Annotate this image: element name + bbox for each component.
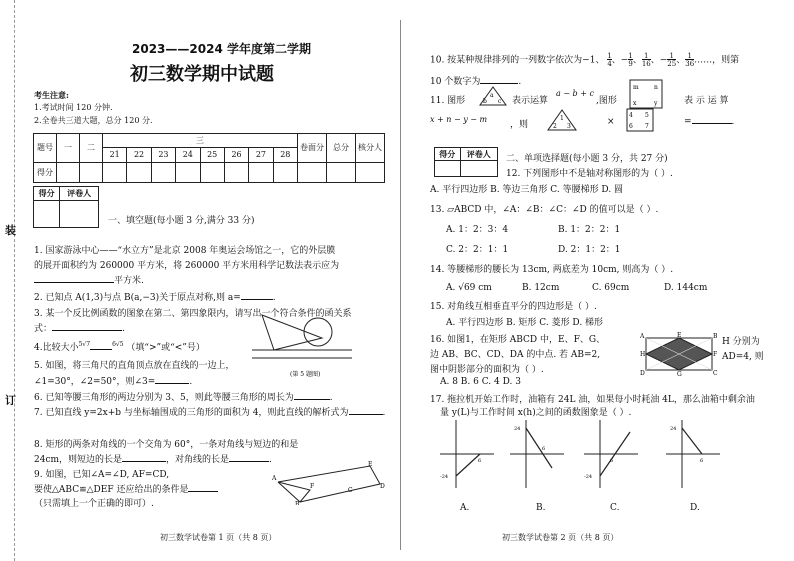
q14-d: D. 144cm xyxy=(664,283,708,293)
q11-triangle-1 xyxy=(478,85,508,107)
grader-box-2 xyxy=(434,147,498,177)
score-cell xyxy=(57,162,80,182)
q10-line2: 10 个数字为 . xyxy=(430,77,522,87)
q8-line2: 24cm，则短边的长是 ，对角线的长是 . xyxy=(34,455,272,465)
svg-text:3: 3 xyxy=(567,123,571,130)
q1-line3: 平方米. xyxy=(34,273,144,286)
grader-defen: 得分 xyxy=(435,148,461,161)
score-cell xyxy=(80,162,103,182)
svg-text:A: A xyxy=(272,475,277,482)
svg-text:H: H xyxy=(640,351,646,358)
q17-label-d: D. xyxy=(690,503,700,513)
q3-line2: 式： . xyxy=(34,324,125,334)
svg-text:E: E xyxy=(368,461,373,468)
q16-line2: 边 AB、BC、CD、DA 的中点. 若 AB=2, xyxy=(430,350,601,360)
svg-text:b: b xyxy=(483,98,487,105)
score-cell xyxy=(249,162,273,182)
q1-line2: 的展开面积约为 260000 平方米，将 260000 平方米用科学记数法表示应为 xyxy=(34,261,340,271)
q9-line3: （只需填上一个正确的即可）. xyxy=(34,499,154,509)
svg-text:24: 24 xyxy=(670,426,677,432)
svg-text:F: F xyxy=(310,483,315,490)
score-table xyxy=(33,133,385,183)
q3-line1: 3. 某一个反比例函数的图象在第二、第四象限内，请写出一个符合条件的函关系 xyxy=(34,309,352,319)
q16-line3: 图中阴影部分的面积为（ ）. xyxy=(430,365,544,375)
q5-figure-caption: (第 5 题图) xyxy=(290,371,321,378)
notes-heading: 考生注意: xyxy=(34,90,69,100)
svg-text:B: B xyxy=(713,333,718,340)
svg-text:6: 6 xyxy=(700,458,704,464)
note-2: 2.全卷共三道大题，总分 120 分. xyxy=(34,116,153,125)
q5-line1: 5. 如图，将三角尺的直角顶点放在直线的一边上， xyxy=(34,361,235,371)
grader-box-1 xyxy=(33,186,99,228)
score-col: 25 xyxy=(200,148,224,162)
footer-left: 初三数学试卷第 1 页（共 8 页） xyxy=(160,533,277,542)
score-table-san: 三 xyxy=(103,134,298,148)
score-table-zongfen: 总分 xyxy=(327,134,356,163)
q11-square-2 xyxy=(626,108,654,132)
q13-a: A. 1：2：3：4 xyxy=(446,225,509,235)
q13-b: B. 1：2：2：1 xyxy=(558,225,621,235)
score-col: 27 xyxy=(249,148,273,162)
svg-text:n: n xyxy=(654,84,658,91)
svg-text:E: E xyxy=(677,332,682,339)
score-cell xyxy=(298,162,327,182)
grader-pingjuan: 评卷人 xyxy=(60,187,99,201)
svg-text:B: B xyxy=(295,501,300,505)
q11-d: ,图形 xyxy=(596,96,617,106)
svg-text:2: 2 xyxy=(553,123,557,130)
q13-stem: 13. ▱ABCD 中，∠A：∠B：∠C：∠D 的值可以是（ ）. xyxy=(430,205,659,215)
q12-stem: 12. 下列图形中不是轴对称图形的为（ ）. xyxy=(506,169,673,179)
grader-cell xyxy=(60,201,99,228)
page-divider xyxy=(400,20,401,550)
q9-line2: 要使△ABC≌△DEF 还应给出的条件是 xyxy=(34,482,218,495)
svg-text:F: F xyxy=(713,351,718,358)
svg-text:1: 1 xyxy=(560,115,564,122)
score-col: 24 xyxy=(176,148,200,162)
q2: 2. 已知点 A(1,3)与点 B(a,−3)关于原点对称,则 a= . xyxy=(34,293,276,303)
score-col: 28 xyxy=(273,148,297,162)
q11-times: × xyxy=(607,117,615,127)
q8-line1: 8. 矩形的两条对角线的一个交角为 60°，一条对角线与短边的和是 xyxy=(34,440,299,450)
q11-g: ，则 xyxy=(510,120,529,130)
q11-f: x + n − y − m xyxy=(430,115,488,124)
svg-text:x: x xyxy=(633,100,637,107)
exam-title: 初三数学期中试题 xyxy=(130,64,274,85)
score-table-hefen: 核分人 xyxy=(356,134,385,163)
q13-c: C. 2：2：1：1 xyxy=(446,245,509,255)
q9-line1: 9. 如图，已知∠A=∠D, AF=CD, xyxy=(34,470,170,480)
q11-square-1 xyxy=(628,78,664,110)
exam-year: 2023——2024 学年度第二学期 xyxy=(132,42,311,56)
side-mark-ding: 订 xyxy=(5,394,16,407)
score-col: 22 xyxy=(127,148,151,162)
score-table-yi: 一 xyxy=(57,134,80,163)
score-table-er: 二 xyxy=(80,134,103,163)
score-cell xyxy=(176,162,200,182)
q12-options: A. 平行四边形 B. 等边三角形 C. 等腰梯形 D. 圆 xyxy=(430,185,624,195)
note-1: 1.考试时间 120 分钟. xyxy=(34,103,113,112)
score-cell xyxy=(224,162,248,182)
grader-cell xyxy=(435,161,461,177)
svg-text:24: 24 xyxy=(514,426,521,432)
grader-pingjuan: 评卷人 xyxy=(460,148,498,161)
q11-c: a − b + c xyxy=(556,89,594,98)
q4: 4.比较大小$^{5√7}$ $^{6√5}$ （填“>”或“<”号） xyxy=(34,341,205,353)
score-cell xyxy=(327,162,356,182)
svg-text:6: 6 xyxy=(478,458,482,464)
q16-line1b: H 分别为 xyxy=(722,337,760,347)
q15-options: A. 平行四边形 B. 矩形 C. 菱形 D. 梯形 xyxy=(446,318,604,328)
svg-text:C: C xyxy=(348,487,353,494)
q17-graph-b xyxy=(506,418,566,490)
score-cell xyxy=(151,162,175,182)
q5-line2: ∠1=30°，∠2=50°，则∠3= . xyxy=(34,377,193,387)
svg-text:c: c xyxy=(498,98,502,105)
footer-right: 初三数学试卷第 2 页（共 8 页） xyxy=(502,533,619,542)
q11-h: = . xyxy=(684,117,735,127)
side-mark-zhuang: 装 xyxy=(5,224,16,237)
q16-options: A. 8 B. 6 C. 4 D. 3 xyxy=(440,377,521,387)
q17-graph-c xyxy=(580,418,640,490)
svg-text:D: D xyxy=(640,370,645,376)
q1-line1: 1. 国家游泳中心——“水立方”是北京 2008 年奥运会场馆之一，它的外层膜 xyxy=(34,246,336,256)
grader-defen: 得分 xyxy=(34,187,60,201)
score-cell xyxy=(103,162,127,182)
svg-text:D: D xyxy=(380,483,385,490)
q10-line1: 10. 按某种规律排列的一列数字依次为−1、 $\frac{1}{4}$、$-\frac{1}{9}$、$\frac{1}{16}$、$-\frac{1}{25}$、$\frac{1}{36}\dots\dots$，则第 xyxy=(430,52,740,68)
q17-label-c: C. xyxy=(610,503,620,513)
svg-text:C: C xyxy=(713,370,718,376)
score-table-defen: 得分 xyxy=(34,162,57,182)
svg-text:a: a xyxy=(490,92,494,99)
q9-figure xyxy=(270,460,390,505)
q16-line2b: AD=4, 则 xyxy=(722,352,764,362)
score-col: 21 xyxy=(103,148,127,162)
grader-cell xyxy=(34,201,60,228)
q17-line2: 量 y(L)与工作时间 x(h)之间的函数图象是（ ）. xyxy=(440,408,632,418)
score-col: 23 xyxy=(151,148,175,162)
section-2-heading: 二、单项选择题(每小题 3 分，共 27 分) xyxy=(506,154,668,164)
score-cell xyxy=(127,162,151,182)
q17-label-a: A. xyxy=(460,503,470,513)
q14-stem: 14. 等腰梯形的腰长为 13cm, 两底差为 10cm, 则高为（ ）. xyxy=(430,265,674,275)
score-cell xyxy=(273,162,297,182)
svg-text:5: 5 xyxy=(645,112,649,119)
section-1-heading: 一、填空题(每小题 3 分,满分 33 分) xyxy=(108,216,255,226)
q13-d: D. 2：1：2：1 xyxy=(558,245,621,255)
score-col: 26 xyxy=(224,148,248,162)
q6: 6. 已知等腰三角形的两边分别为 3、5，则此等腰三角形的周长为 . xyxy=(34,393,333,403)
q7: 7. 已知直线 y=2x+b 与坐标轴围成的三角形的面积为 4，则此直线的解析式为 . xyxy=(34,408,386,418)
q14-b: B. 12cm xyxy=(522,283,560,293)
score-cell xyxy=(200,162,224,182)
svg-text:4: 4 xyxy=(629,112,633,119)
svg-text:6: 6 xyxy=(610,458,614,464)
grader-cell xyxy=(460,161,498,177)
q11-triangle-2 xyxy=(546,108,578,132)
svg-text:y: y xyxy=(654,100,658,107)
svg-text:6: 6 xyxy=(629,123,633,130)
score-table-juanmian: 卷面分 xyxy=(298,134,327,163)
q17-line1: 17. 拖拉机开始工作时，油箱有 24L 油，如果每小时耗油 4L，那么油箱中剩余油 xyxy=(430,395,755,405)
q17-label-b: B. xyxy=(536,503,546,513)
q11-a: 11. 图形 xyxy=(430,96,466,106)
q5-figure xyxy=(252,310,352,380)
svg-text:-24: -24 xyxy=(584,474,593,480)
q14-c: C. 69cm xyxy=(592,283,630,293)
q14-a: A. √69 cm xyxy=(446,283,492,293)
q17-graph-a xyxy=(436,418,496,490)
score-table-tihao: 题号 xyxy=(34,134,57,163)
score-cell xyxy=(356,162,385,182)
binding-gutter xyxy=(14,0,16,561)
svg-text:6: 6 xyxy=(542,446,546,452)
svg-text:7: 7 xyxy=(645,123,649,130)
q11-e: 表 示 运 算 xyxy=(684,96,729,106)
q16-line1: 16. 如图1，在矩形 ABCD 中，E、F、G、 xyxy=(430,335,606,345)
svg-text:m: m xyxy=(633,84,639,91)
q16-figure xyxy=(640,332,718,376)
q11-b: 表示运算 xyxy=(512,96,549,106)
svg-text:A: A xyxy=(640,333,645,340)
q17-graph-d xyxy=(662,418,722,490)
q15-stem: 15. 对角线互相垂直平分的四边形是（ ）. xyxy=(430,302,597,312)
svg-text:G: G xyxy=(677,371,682,376)
svg-text:-24: -24 xyxy=(440,474,449,480)
